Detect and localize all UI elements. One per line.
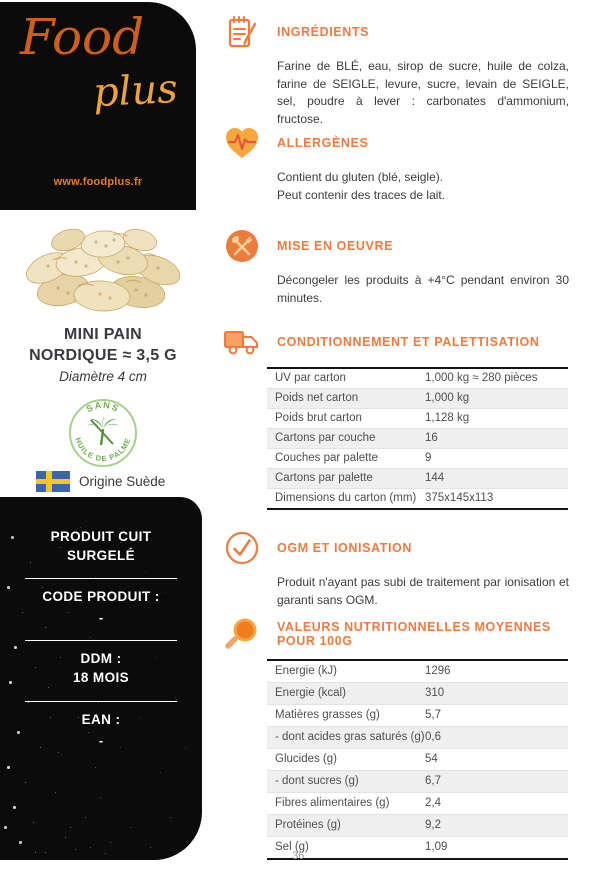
row-value: 16 [425,432,438,444]
row-value: 54 [425,753,438,765]
section-ogm [222,528,568,609]
crossed-utensils-icon [222,226,262,266]
code-produit-value: - [98,610,104,625]
magnifier-icon [222,614,262,654]
allergenes-line2: Peut contenir des traces de lait. [277,187,446,202]
row-label: - dont acides gras saturés (g) [275,731,425,743]
section-header [222,528,568,568]
section-title: MISE EN OEUVRE [277,239,394,253]
section-header [222,12,568,52]
origin-label: Origine Suède [79,474,166,489]
brand-panel [0,2,196,210]
section-title: CONDITIONNEMENT ET PALETTISATION [277,335,540,349]
section-conditionnement [222,322,568,510]
row-value: 1296 [425,665,451,677]
code-produit-label: CODE PRODUIT : [42,589,160,604]
ogm-text: Produit n'ayant pas subi de traitement par ionisation et garanti sans OGM. [277,575,569,607]
table-row [267,449,568,469]
table-row [267,369,568,389]
table-row [267,705,568,727]
allergenes-line1: Contient du gluten (blé, seigle). [277,170,444,184]
table-row [267,409,568,429]
row-label: Sel (g) [275,841,309,853]
row-value: 144 [425,472,445,484]
notepad-pencil-icon [222,12,262,52]
row-label: Dimensions du carton (mm) [275,492,417,504]
product-title-line2: NORDIQUE ≈ 3,5 G [29,347,177,364]
section-title: OGM ET IONISATION [277,541,412,555]
section-header [222,226,568,266]
product-state-line2: SURGELÉ [66,548,136,563]
product-title-block [0,324,206,384]
product-info-panel [0,497,202,860]
check-circle-icon [222,528,262,568]
divider [25,640,177,641]
row-value: 5,7 [425,709,441,721]
row-value: 9,2 [425,819,441,831]
table-row [267,793,568,815]
section-header [222,123,568,163]
row-label: - dont sucres (g) [275,775,359,787]
row-value: 1,000 kg ≈ 280 pièces [425,372,538,384]
table-row [267,661,568,683]
row-label: Energie (kcal) [275,687,346,699]
row-label: Poids net carton [275,392,359,404]
row-label: Energie (kJ) [275,665,337,677]
divider [25,701,177,702]
section-header [222,614,568,654]
row-value: 9 [425,452,432,464]
heart-pulse-icon [222,123,262,163]
ingredients-text: Farine de BLÉ, eau, sirop de sucre, huile de colza, farine de SEIGLE, levure, sucre, levain de SEIGLE, sel, poudre à lever : carbonates d'ammonium, fructose. [277,59,569,126]
section-ingredients [222,12,568,128]
row-value: 310 [425,687,445,699]
section-header [222,322,568,362]
row-value: 0,6 [425,731,441,743]
row-label: UV par carton [275,372,346,384]
table-row [267,815,568,837]
palm-oil-free-badge [66,396,140,470]
table-row [267,749,568,771]
delivery-truck-icon [222,322,262,362]
brand-website: www.foodplus.fr [53,176,143,188]
table-row [267,389,568,409]
table-row [267,489,568,508]
row-label: Couches par palette [275,452,378,464]
ddm-label: DDM : [80,651,122,666]
origin-row [36,471,165,492]
row-value: 6,7 [425,775,441,787]
ddm-value: 18 MOIS [72,670,130,685]
ean-label: EAN : [81,712,121,727]
nutrition-table [267,659,568,860]
divider [25,578,177,579]
starfield-decoration [0,497,1,498]
mise-en-oeuvre-text: Décongeler les produits à +4°C pendant environ 30 minutes. [277,273,569,305]
table-row [267,771,568,793]
table-row [267,727,568,749]
section-allergenes [222,123,568,204]
table-row [267,469,568,489]
product-subtitle: Diamètre 4 cm [59,369,147,384]
row-label: Glucides (g) [275,753,337,765]
ean-value: - [98,733,104,748]
palm-badge-bottom-text: HUILE DE PALME [73,436,133,464]
page-number: 36 [292,850,305,862]
conditioning-table [267,367,568,510]
row-value: 375x145x113 [425,492,494,504]
product-state-line1: PRODUIT CUIT [50,529,152,544]
row-label: Fibres alimentaires (g) [275,797,390,809]
row-value: 1,09 [425,841,448,853]
sweden-flag-icon [36,471,70,492]
table-row [267,837,568,858]
row-label: Cartons par couche [275,432,376,444]
row-label: Protéines (g) [275,819,341,831]
brand-name-plus: plus [92,65,180,117]
section-title: VALEURS NUTRITIONNELLES MOYENNES POUR 100G [277,620,551,648]
palm-badge-top-text: SANS [84,399,122,415]
section-nutrition [222,614,568,860]
section-mise-en-oeuvre [222,226,568,307]
row-label: Matières grasses (g) [275,709,380,721]
brand-name-food: Food [20,8,145,66]
product-photo [18,220,188,316]
product-title-line1: MINI PAIN [64,326,142,343]
section-title: ALLERGÈNES [277,136,369,150]
row-label: Cartons par palette [275,472,373,484]
table-row [267,683,568,705]
table-row [267,429,568,449]
row-value: 1,128 kg [425,412,470,424]
row-label: Poids brut carton [275,412,362,424]
row-value: 1,000 kg [425,392,470,404]
allergenes-text [277,169,569,204]
section-title: INGRÉDIENTS [277,25,370,39]
row-value: 2,4 [425,797,441,809]
